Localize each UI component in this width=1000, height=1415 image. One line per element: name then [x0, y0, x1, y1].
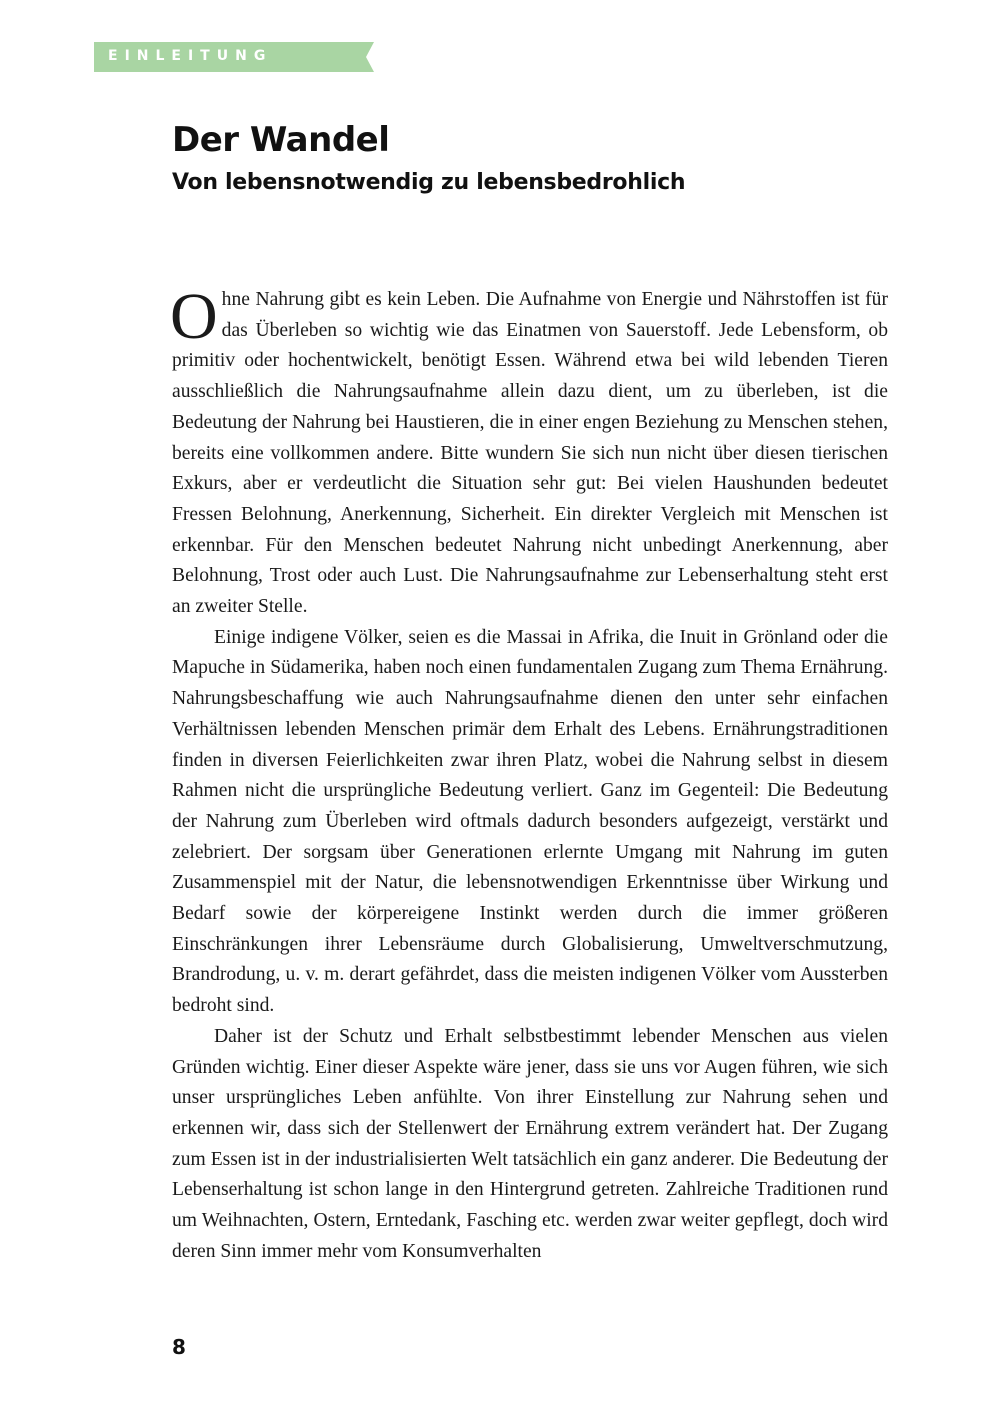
paragraph-3: Daher ist der Schutz und Erhalt selbstbestimmt lebender Menschen aus vielen Gründen wichtig. Einer dieser Aspekte wäre jener, dass sie uns vor Augen führen, wie sich unser ursprüngliches Leben anfühlte. Von ihrer Einstellung zur Nahrung sehen und erkennen wir, dass sich der Stellenwert der Ernährung extrem verändert hat. Der Zugang zum Essen ist in der industrialisierten Welt tatsächlich ein ganz anderer. Die Bedeutung der Lebenserhaltung ist schon lange in den Hintergrund getreten. Zahlreiche Traditionen rund um Weihnachten, Ostern, Erntedank, Fasching etc. werden zwar weiter gepflegt, doch wird deren Sinn immer mehr vom Konsumverhalten — [172, 1025, 888, 1262]
section-label: EINLEITUNG — [108, 48, 273, 64]
page-number: 8 — [172, 1335, 186, 1359]
paragraph-1 — [170, 280, 888, 623]
paragraph-1-text: hne Nahrung gibt es kein Leben. Die Aufnahme von Energie und Nährstoffen ist für das Überleben so wichtig wie das Einatmen von Sauerstoff. Jede Lebensform, ob primitiv oder hochentwickelt, benötigt Essen. Während etwa bei wild lebenden Tieren ausschließlich die Nahrungsaufnahme allein dazu dient, um zu überleben, ist die Bedeutung der Nahrung bei Haustieren, die in einer engen Beziehung zu Menschen stehen, bereits eine vollkommen andere. Bitte wundern Sie sich nun nicht über diesen tierischen Exkurs, aber er verdeutlicht die Situation sehr gut: Bei vielen Haushunden bedeutet Fressen Belohnung, Anerkennung, Sicherheit. Ein direkter Vergleich mit Menschen ist erkennbar. Für den Menschen bedeutet Nahrung nicht unbedingt Anerkennung, aber Belohnung, Trost oder auch Lust. Die Nahrungsaufnahme zur Lebenserhaltung steht erst an zweiter Stelle. — [172, 289, 888, 618]
paragraph-2: Einige indigene Völker, seien es die Massai in Afrika, die Inuit in Grönland oder die Mapuche in Südamerika, haben noch einen fundamentalen Zugang zum Thema Ernährung. Nahrungsbeschaffung wie auch Nahrungsaufnahme dienen den unter sehr einfachen Verhältnissen lebenden Menschen primär dem Erhalt des Lebens. Ernährungstraditionen finden in diversen Feierlichkeiten zwar ihren Platz, wobei die Nahrung selbst in diesem Rahmen nicht die ursprüngliche Bedeutung verliert. Ganz im Gegenteil: Die Bedeutung der Nahrung zum Überleben wird oftmals dadurch besonders aufgezeigt, verstärkt und zelebriert. Der sorgsam über Generationen erlernte Umgang mit Nahrung im guten Zusammenspiel mit der Natur, die lebensnotwendigen Erkenntnisse über Wirkung und Bedarf sowie der körpereigene Instinkt werden durch die immer größeren Einschränkungen ihrer Lebensräume durch Globalisierung, Umweltverschmutzung, Brandrodung, u. v. m. derart gefährdet, dass die meisten indigenen Völker vom Aussterben bedroht sind. — [172, 626, 888, 1017]
chapter-title: Der Wandel — [172, 120, 390, 160]
chapter-subtitle: Von lebensnotwendig zu lebensbedrohlich — [172, 170, 686, 195]
drop-cap: O — [170, 280, 218, 353]
section-tag — [94, 42, 374, 72]
body-text — [170, 280, 888, 1268]
